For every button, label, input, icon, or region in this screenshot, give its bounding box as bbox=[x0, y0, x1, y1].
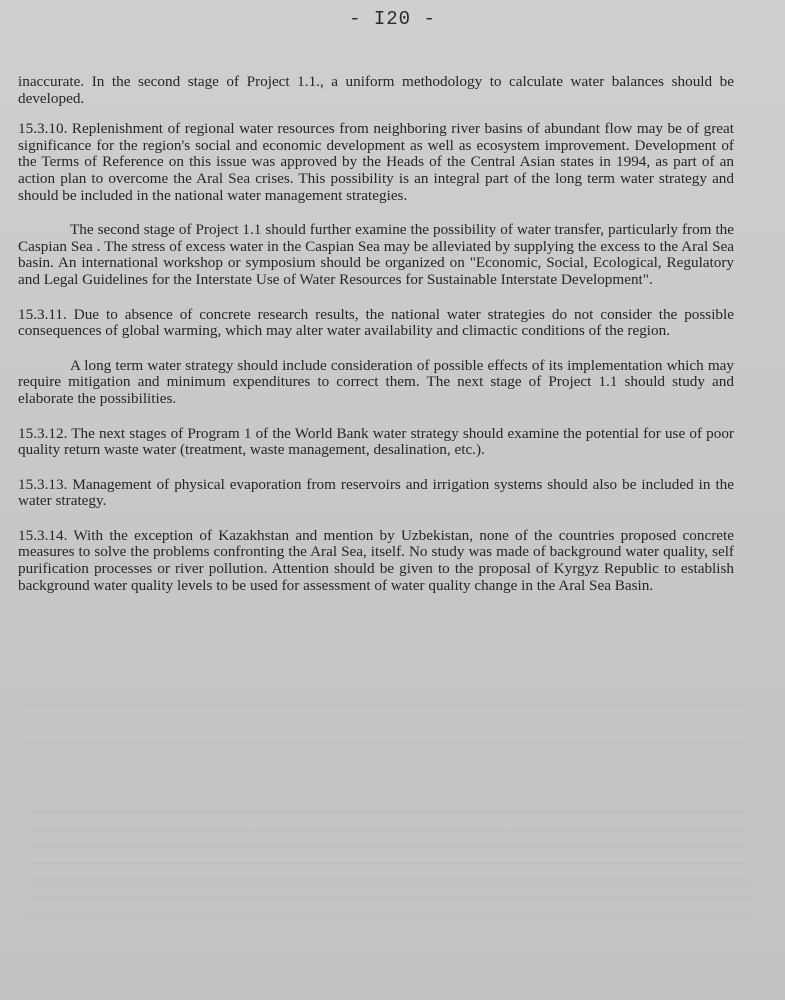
document-body bbox=[18, 74, 734, 612]
paragraph-long-term-strategy: A long term water strategy should include consideration of possible effects of its implementation which may require mitigation and minimum expenditures to correct them. The next stage of Project 1.1 should study and elaborate the possibilities. bbox=[18, 356, 734, 407]
paragraph-intro: inaccurate. In the second stage of Project 1.1., a uniform methodology to calculate water balances should be developed. bbox=[18, 73, 734, 107]
paragraph-water-transfer: The second stage of Project 1.1 should further examine the possibility of water transfer, particularly from the Caspian Sea . The stress of excess water in the Caspian Sea may be alleviated by supplying the excess to the Aral Sea basin. An international workshop or symposium should be organized on "Economic, Social, Ecological, Regulatory and Legal Guidelines for the Interstate Use of Water Resources for Sustainable Interstate Development". bbox=[18, 221, 734, 288]
show-through-text-lines bbox=[30, 780, 750, 930]
paragraph-15-3-12: 15.3.12. The next stages of Program 1 of the World Bank water strategy should examine the potential for use of poor quality return waste water (treatment, waste management, desalination, etc.). bbox=[18, 424, 734, 459]
page-number: - I20 - bbox=[349, 8, 436, 30]
paragraph-15-3-14: 15.3.14. With the exception of Kazakhstan and mention by Uzbekistan, none of the countries proposed concrete measures to solve the problems confronting the Aral Sea, itself. No study was made of background water quality, self purification processes or river pollution. Attention should be given to the proposal of Kyrgyz Republic to establish background water quality levels to be used for assessment of water quality change in the Aral Sea Basin. bbox=[18, 526, 734, 594]
paragraph-15-3-11: 15.3.11. Due to absence of concrete research results, the national water strategies do not consider the possible consequences of global warming, which may alter water availability and climactic conditions of the region. bbox=[18, 305, 734, 340]
paragraph-15-3-13: 15.3.13. Management of physical evaporation from reservoirs and irrigation systems should also be included in the water strategy. bbox=[18, 475, 734, 510]
paragraph-15-3-10: 15.3.10. Replenishment of regional water resources from neighboring river basins of abundant flow may be of great significance for the region's social and economic development as well as ecosystem improvement. Development of the Terms of Reference on this issue was approved by the Heads of the Central Asian states in 1994, as part of an action plan to overcome the Aral Sea crises. This possibility is an integral part of the long term water strategy and should be included in the national water management strategies. bbox=[18, 120, 734, 204]
show-through-table-lines bbox=[18, 705, 748, 743]
